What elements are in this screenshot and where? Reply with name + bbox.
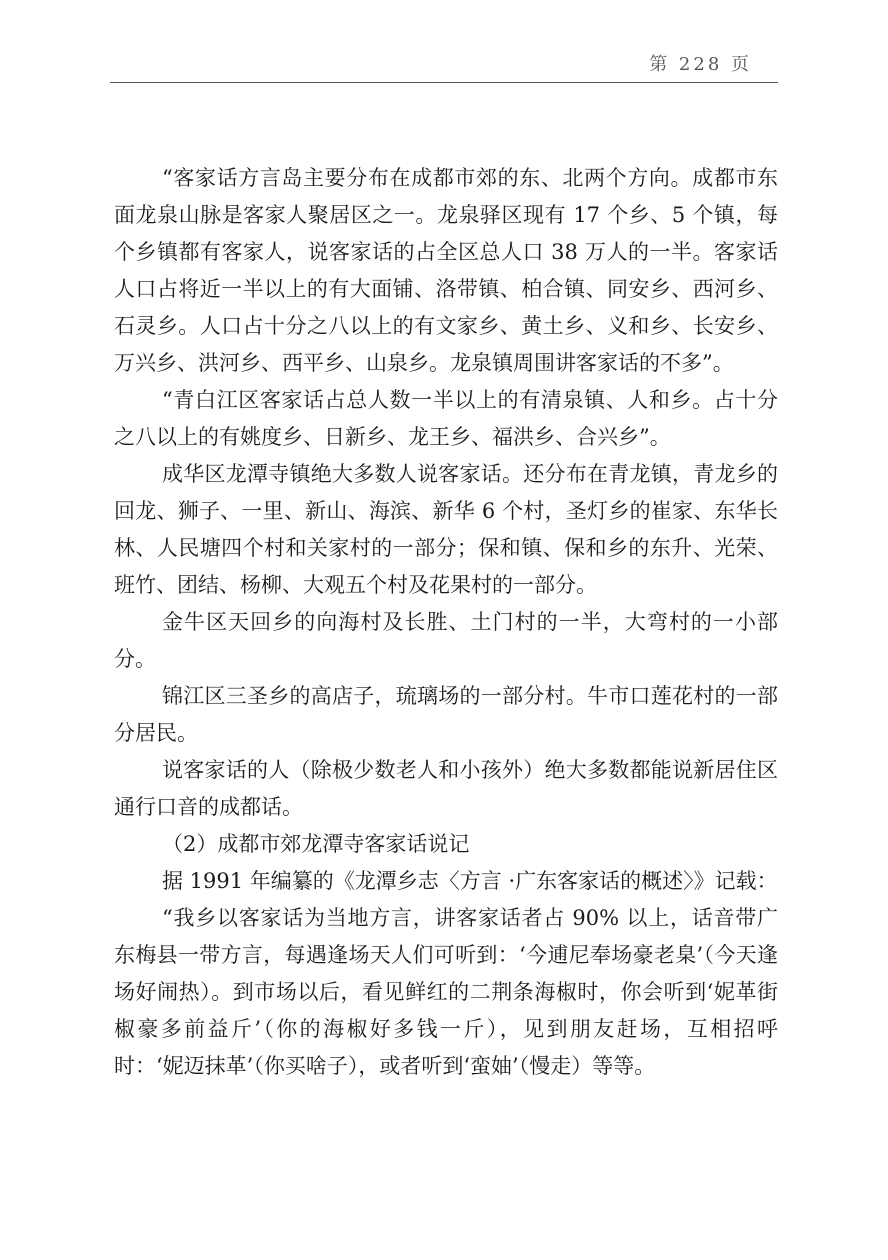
paragraph-jinniu: 金牛区天回乡的向海村及长胜、土门村的一半，大弯村的一小部分。 [114, 610, 778, 671]
document-body [114, 160, 778, 1085]
paragraph-qingbaijiang: “青白江区客家话占总人数一半以上的有清泉镇、人和乡。占十分之八以上的有姚度乡、日新乡、龙王乡、福洪乡、合兴乡”。 [114, 388, 778, 449]
page-number: 第 228 页 [649, 54, 752, 75]
paragraph-chenghua: 成华区龙潭寺镇绝大多数人说客家话。还分布在青龙镇，青龙乡的回龙、狮子、一里、新山、海滨、新华 6 个村，圣灯乡的崔家、东华长林、人民塘四个村和关家村的一部分；保和镇、保和乡的东升、光荣、班竹、团结、杨柳、大观五个村及花果村的一部分。 [114, 462, 778, 597]
paragraph-chengdu-dialect: 说客家话的人（除极少数老人和小孩外）绝大多数都能说新居住区通行口音的成都话。 [114, 758, 778, 819]
section-heading: （2）成都市郊龙潭寺客家话说记 [162, 832, 470, 856]
paragraph-longquan: “客家话方言岛主要分布在成都市郊的东、北两个方向。成都市东面龙泉山脉是客家人聚居区之一。龙泉驿区现有 17 个乡、5 个镇，每个乡镇都有客家人，说客家话的占全区总人口 38 万人的一半。客家话人口占将近一半以上的有大面铺、洛带镇、柏合镇、同安乡、西河乡、石灵乡。人口占十分之八以上的有文家乡、黄土乡、义和乡、长安乡、万兴乡、洪河乡、西平乡、山泉乡。龙泉镇周围讲客家话的不多”。 [114, 166, 778, 375]
header-divider [110, 82, 778, 83]
paragraph-quote: “我乡以客家话为当地方言，讲客家话者占 90% 以上，话音带广东梅县一带方言，每遇逢场天人们可听到：‘今逋尼奉场豪老臬’（今天逢场好闹热）。到市场以后，看见鲜红的二荆条海椒时，你会听到‘妮革街椒豪多前益斤’（你的海椒好多钱一斤），见到朋友赶场，互相招呼时：‘妮迈抹革’（你买啥子），或者听到‘蛮妯’（慢走）等等。 [114, 906, 778, 1078]
paragraph-jinjiang: 锦江区三圣乡的高店子，琉璃场的一部分村。牛市口莲花村的一部分居民。 [114, 684, 778, 745]
paragraph-source: 据 1991 年编纂的《龙潭乡志〈方言 ·广东客家话的概述〉》记载： [162, 869, 778, 893]
